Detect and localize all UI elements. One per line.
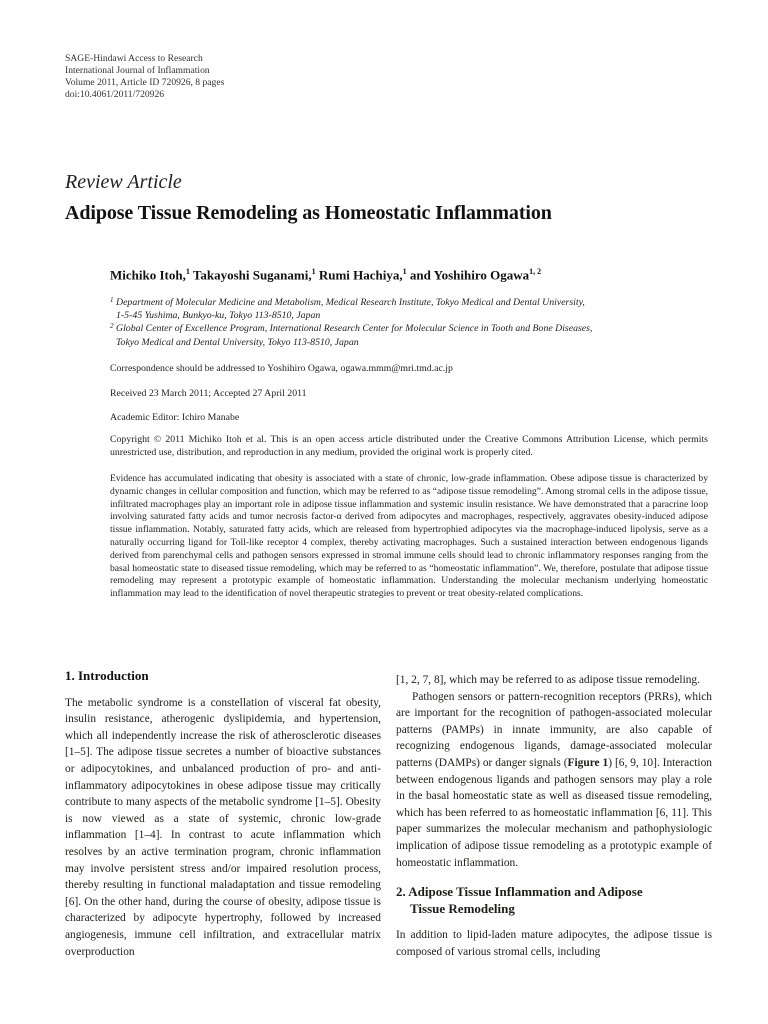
journal-publisher: SAGE-Hindawi Access to Research <box>65 53 203 64</box>
affiliation-line: 1-5-45 Yushima, Bunkyo-ku, Tokyo 113-8510, Japan <box>116 310 321 322</box>
academic-editor: Academic Editor: Ichiro Manabe <box>110 412 240 423</box>
affiliation-line: Tokyo Medical and Dental University, Tokyo 113-8510, Japan <box>116 336 359 348</box>
journal-doi: doi:10.4061/2011/720926 <box>65 89 165 100</box>
intro-paragraph-1-continued: [1, 2, 7, 8], which may be referred to as adipose tissue remodeling. <box>396 674 700 686</box>
correspondence-text: Correspondence should be addressed to Yoshihiro Ogawa, <box>110 363 341 374</box>
article-type: Review Article <box>65 171 182 193</box>
intro-paragraph-1: The metabolic syndrome is a constellation of visceral fat obesity, insulin resistance, atherogenic dyslipidemia, and hypertension, which all independently increase the risk of atherosclerotic diseases [1–5]. The adipose tissue secretes a number of bioactive substances or adipocytokines, and unbalanced production of pro- and anti-inflammatory adipocytokines in obese adipose tissue may critically contribute to many aspects of the metabolic syndrome [1–5]. Obesity is now viewed as a state of systemic, chronic low-grade inflammation [1–4]. In contrast to acute inflammation which resolves by an active termination program, chronic inflammation may involve persistent stress and/or impaired resolution process, thereby resulting in functional maladaptation and tissue remodeling [6]. On the other hand, during the course of obesity, adipose tissue is characterized by adipocyte hypertrophy, followed by increased angiogenesis, immune cell infiltration, and extracellular matrix overproduction <box>65 696 381 958</box>
figure-1-link[interactable]: Figure 1 <box>567 756 609 769</box>
right-column <box>396 672 712 960</box>
author-name: Takayoshi Suganami, <box>189 267 312 283</box>
left-column <box>65 668 381 960</box>
correspondence-email-link[interactable]: ogawa.mmm@mri.tmd.ac.jp <box>340 363 453 374</box>
copyright-notice: Copyright © 2011 Michiko Itoh et al. This is an open access article distributed under the Creative Commons Attribution License, which permits unrestricted use, distribution, and reproduction in any medium, provided the original work is properly cited. <box>110 434 708 459</box>
intro-paragraph-2-text: Pathogen sensors or pattern-recognition receptors (PRRs), which are important for the recognition of pathogen-associated molecular patterns (PAMPs) in innate immunity, are also capable of recognizing endogenous ligands, damage-associated molecular patterns (DAMPs) or danger signals ( <box>396 690 712 769</box>
affiliation-number: 2 <box>110 322 114 331</box>
journal-volume: Volume 2011, Article ID 720926, 8 pages <box>65 77 225 88</box>
author-name: Michiko Itoh, <box>110 267 186 283</box>
affiliations <box>110 296 710 349</box>
section-heading-line: Tissue Remodeling <box>410 901 515 917</box>
section-heading-introduction: 1. Introduction <box>65 668 149 683</box>
section-heading-adipose-remodeling <box>396 883 712 917</box>
journal-name: International Journal of Inflammation <box>65 65 210 76</box>
affiliation-line: Global Center of Excellence Program, International Research Center for Molecular Science in Tooth and Bone Diseases, <box>116 323 593 335</box>
author-list <box>110 267 541 283</box>
affiliation-2 <box>110 322 710 348</box>
section2-paragraph-1: In addition to lipid-laden mature adipocytes, the adipose tissue is composed of various stromal cells, including <box>396 929 712 958</box>
author-affiliation-mark: 1, 2 <box>529 267 542 276</box>
author-affiliation-mark: 1 <box>185 267 190 276</box>
article-title: Adipose Tissue Remodeling as Homeostatic Inflammation <box>65 202 552 224</box>
section-heading-line: 2. Adipose Tissue Inflammation and Adipose <box>396 884 643 900</box>
intro-paragraph-2-text: ) [6, 9, 10]. Interaction between endogenous ligands and pathogen sensors may play a role in the basal homeostatic state as well as diseased tissue remodeling, which has been referred to as homeostatic inflammation [6, 11]. This paper summarizes the molecular mechanism and pathophysiologic implication of adipose tissue remodeling as a prototypic example of homeostatic inflammation. <box>396 756 712 869</box>
author-affiliation-mark: 1 <box>402 267 407 276</box>
author-name: Rumi Hachiya, <box>315 267 403 283</box>
affiliation-1 <box>110 296 710 322</box>
affiliation-number: 1 <box>110 296 114 304</box>
abstract: Evidence has accumulated indicating that obesity is associated with a state of chronic, low-grade inflammation. Obese adipose tissue is characterized by dynamic changes in cellular composition and function, which may be referred to as “adipose tissue remodeling”. Among stromal cells in the adipose tissue, infiltrated macrophages play an important role in adipose tissue inflammation and systemic insulin resistance. We have demonstrated that a paracrine loop involving saturated fatty acids and tumor necrosis factor-α derived from adipocytes and macrophages, respectively, aggravates obesity-induced adipose tissue inflammation. Notably, saturated fatty acids, which are released from hypertrophied adipocytes via the macrophage-induced lipolysis, serve as a naturally occurring ligand for Toll-like receptor 4 complex, thereby activating macrophages. Such a sustained interaction between endogenous ligands derived from parenchymal cells and pathogen sensors expressed in stromal immune cells should lead to chronic inflammatory responses ranging from the basal homeostatic state to diseased tissue remodeling, which may be referred to as “homeostatic inflammation”. We, therefore, postulate that adipose tissue remodeling may represent a prototypic example of homeostatic inflammation. Understanding the molecular mechanism underlying homeostatic inflammation may lead to the identification of novel therapeutic strategies to prevent or treat obesity-related complications. <box>110 473 708 600</box>
correspondence <box>110 362 710 375</box>
article-dates: Received 23 March 2011; Accepted 27 April 2011 <box>110 388 307 399</box>
journal-info <box>65 53 485 101</box>
intro-paragraph-2 <box>396 689 712 872</box>
author-affiliation-mark: 1 <box>311 267 316 276</box>
author-name: and Yoshihiro Ogawa <box>406 267 530 283</box>
affiliation-line: Department of Molecular Medicine and Metabolism, Medical Research Institute, Tokyo Medical and Dental University, <box>116 297 585 308</box>
